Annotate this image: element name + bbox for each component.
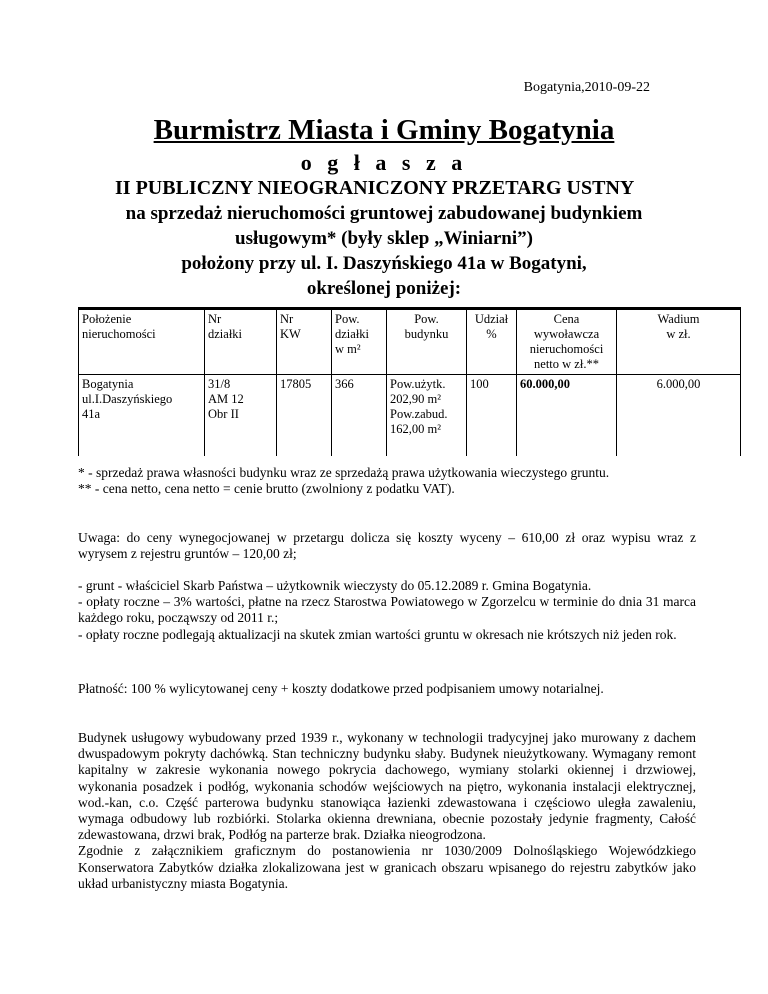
- condition-item: - opłaty roczne – 3% wartości, płatne na rzecz Starostwa Powiatowego w Zgorzelcu w terminie do dnia 31 marca każdego roku, począwszy od 2011 r.;: [78, 594, 696, 626]
- cell-share: 100: [467, 375, 517, 457]
- document-date: Bogatynia,2010-09-22: [523, 80, 650, 95]
- header-plot-number: Nr działki: [205, 309, 277, 375]
- header-plot-area: Pow. działki w m²: [332, 309, 387, 375]
- heritage-paragraph: Zgodnie z załącznikiem graficznym do postanowienia nr 1030/2009 Dolnośląskiego Wojewódzkiego Konserwatora Zabytków działka zlokalizowana jest w granicach obszaru wpisanego do rejestru zabytków jako układ urbanistyczny miasta Bogatynia.: [78, 843, 696, 891]
- cell-plot-number: 31/8 AM 12 Obr II: [205, 375, 277, 457]
- header-share: Udział %: [467, 309, 517, 375]
- table-row: [79, 375, 741, 457]
- footnotes: [78, 465, 696, 497]
- cell-kw-number: 17805: [277, 375, 332, 457]
- footnote-net-price: ** - cena netto, cena netto = cenie brutto (zwolniony z podatku VAT).: [78, 481, 455, 497]
- land-conditions: [78, 578, 696, 643]
- document-title: Burmistrz Miasta i Gminy Bogatynia: [153, 114, 615, 146]
- tender-subtitle: II PUBLICZNY NIEOGRANICZONY PRZETARG USTNY: [115, 177, 635, 199]
- condition-item: - grunt - właściciel Skarb Państwa – użytkownik wieczysty do 05.12.2089 r. Gmina Bogatynia.: [78, 578, 592, 593]
- building-description: [78, 730, 696, 892]
- footnote-ownership: * - sprzedaż prawa własności budynku wraz ze sprzedażą prawa użytkowania wieczystego gruntu.: [78, 465, 610, 480]
- cost-remark: Uwaga: do ceny wynegocjowanej w przetargu dolicza się koszty wyceny – 610,00 zł oraz wypisu wraz z wyrysem z rejestru gruntów – 120,00 zł;: [78, 530, 696, 562]
- tender-headline: [0, 201, 768, 301]
- description-paragraph: Budynek usługowy wybudowany przed 1939 r., wykonany w technologii tradycyjnej jako murowany z dachem dwuspadowym pokryty dachówką. Stan techniczny budynku słaby. Budynek nieużytkowany. Wymagany remont kapitalny w zakresie wykonania nowego pokrycia dachowego, wymiany stolarki okiennej i drzwiowej, wykonania posadzek i podłóg, wykonania schodów wejściowych na piętro, wykonania instalacji elektrycznej, wod.-kan, c.o. Część parterowa budynku stanowiąca łazienki zdewastowana i częściowo uległa zawaleniu, wymaga odbudowy lub rozbiórki. Stolarka okienna drewniana, obecnie pozostały jedynie fragmenty, Całość zdewastowana, drzwi brak, Podłóg na parterze brak. Działka nieogrodzona.: [78, 730, 696, 843]
- condition-item: - opłaty roczne podlegają aktualizacji na skutek zmian wartości gruntu w okresach nie krótszych niż jeden rok.: [78, 626, 677, 642]
- headline-line: na sprzedaż nieruchomości gruntowej zabudowanej budynkiem: [125, 203, 643, 224]
- announces-heading: o g ł a s z a: [300, 150, 468, 175]
- header-location: Położenie nieruchomości: [79, 309, 205, 375]
- payment-terms: Płatność: 100 % wylicytowanej ceny + koszty dodatkowe przed podpisaniem umowy notarialnej.: [78, 681, 604, 696]
- headline-line: usługowym* (były sklep „Winiarni”): [235, 228, 533, 249]
- table-header-row: [79, 309, 741, 375]
- header-deposit: Wadium w zł.: [617, 309, 741, 375]
- headline-line: położony przy ul. I. Daszyńskiego 41a w Bogatyni,: [181, 253, 587, 274]
- cell-starting-price: 60.000,00: [517, 375, 617, 457]
- cell-deposit: 6.000,00: [617, 375, 741, 457]
- property-table: [78, 307, 741, 456]
- header-building-area: Pow. budynku: [387, 309, 467, 375]
- cell-location: Bogatynia ul.I.Daszyńskiego 41a: [79, 375, 205, 457]
- headline-line: określonej poniżej:: [306, 278, 462, 299]
- header-starting-price: Cena wywoławcza nieruchomości netto w zł.**: [517, 309, 617, 375]
- cell-building-area: Pow.użytk. 202,90 m² Pow.zabud. 162,00 m²: [387, 375, 467, 457]
- cell-plot-area: 366: [332, 375, 387, 457]
- header-kw-number: Nr KW: [277, 309, 332, 375]
